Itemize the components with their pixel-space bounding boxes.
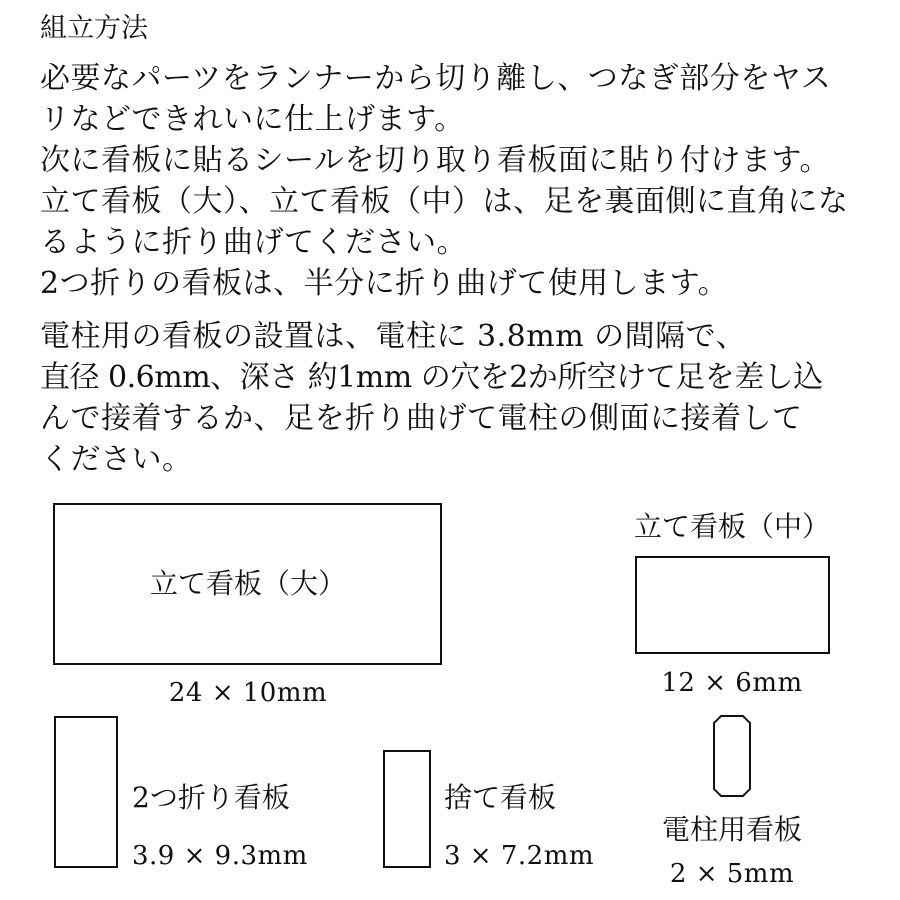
page-title: 組立方法 [40,13,148,44]
instruction-line: 直径 0.6mm、深さ 約1mm の穴を2か所空けて足を差し込 [40,360,823,395]
disposable-sign-outline [383,750,431,868]
folded-sign-label: 2つ折り看板 [132,781,290,814]
pole-sign-size: 2 × 5mm [669,859,795,889]
folded-sign-size: 3.9 × 9.3mm [132,841,308,871]
medium-sign-size: 12 × 6mm [661,668,803,698]
instruction-line: 2つ折りの看板は、半分に折り曲げて使用します。 [40,266,729,301]
pole-sign-label: 電柱用看板 [661,813,803,846]
large-sign-size: 24 × 10mm [168,678,328,708]
pole-sign-outline [713,715,751,797]
instruction-line: るように折り曲げてください。 [40,225,467,260]
instructions-text [40,58,870,480]
instruction-line: 次に看板に貼るシールを切り取り看板面に貼り付けます。 [40,143,830,178]
instruction-line: ください。 [40,442,193,477]
medium-sign-outline [635,556,830,654]
disposable-sign-label: 捨て看板 [444,781,557,814]
disposable-sign-size: 3 × 7.2mm [444,841,595,871]
large-sign-label: 立て看板（大） [149,567,347,600]
medium-sign-label: 立て看板（中） [633,510,831,543]
instruction-line: 必要なパーツをランナーから切り離し、つなぎ部分をヤス [40,61,832,96]
instruction-line: 立て看板（大）、立て看板（中）は、足を裏面側に直角にな [40,184,849,219]
instruction-line: 電柱用の看板の設置は、電柱に 3.8mm の間隔で、 [40,319,747,354]
instruction-line: リなどできれいに仕上げます。 [40,102,465,137]
instruction-line: んで接着するか、足を折り曲げて電柱の側面に接着して [40,401,803,436]
folded-sign-outline [54,716,118,868]
